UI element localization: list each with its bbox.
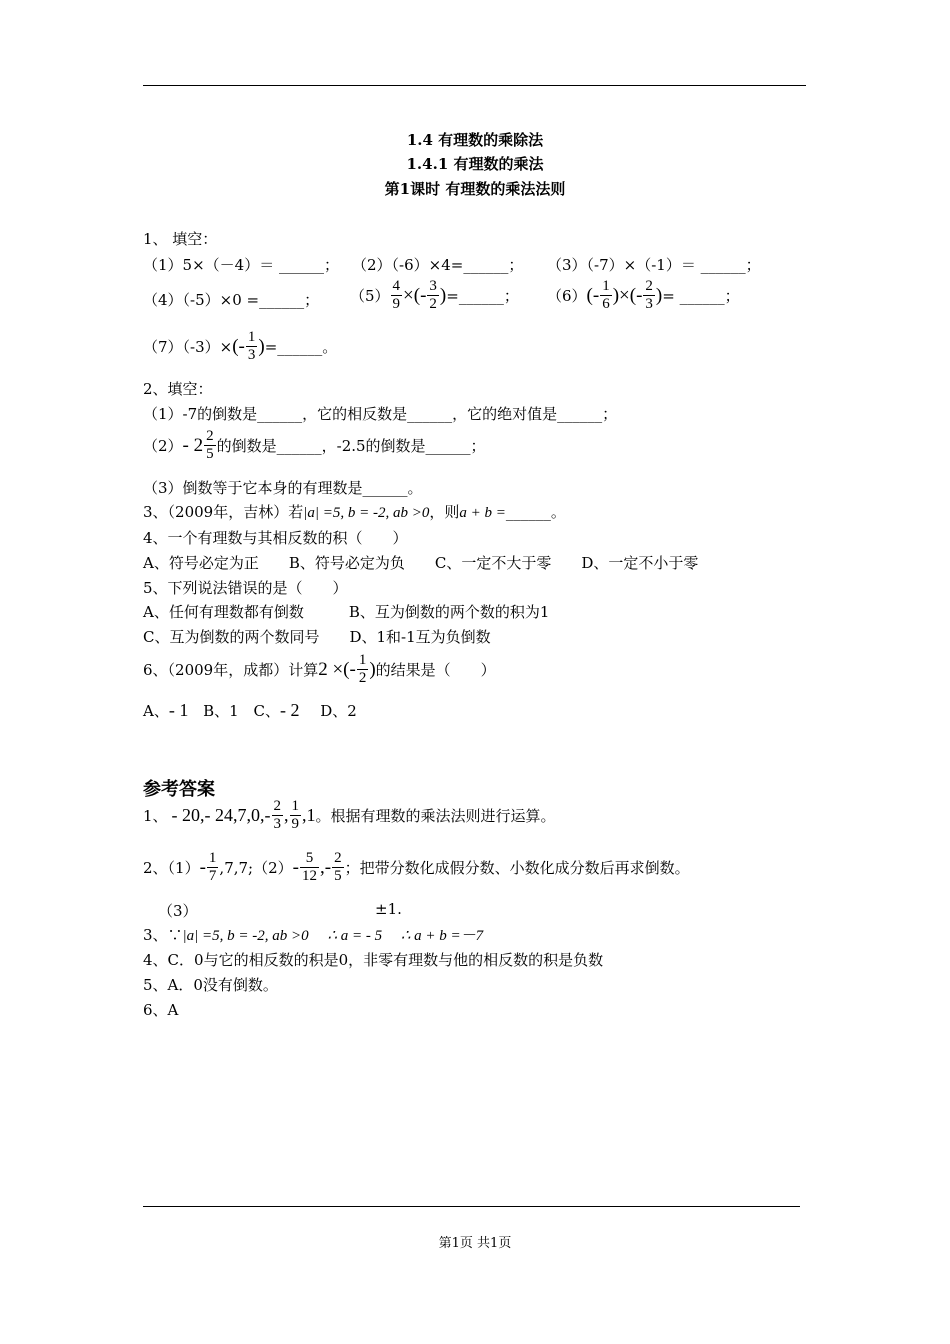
- q4-text: 4、一个有理数与其相反数的积（ ）: [143, 529, 408, 547]
- q1-part6: （6） (- $\frac{1}{6}$ )×(- $\frac{2}{3}$ ) = ______；: [547, 278, 740, 312]
- page-footer: 第1页 共1页: [438, 1236, 512, 1251]
- section-title: 1.4 有理数的乘除法: [406, 131, 544, 149]
- q6-option-b: B、1: [203, 702, 239, 720]
- q6-option-c-value: - 2: [279, 700, 300, 720]
- q2-line2-label: （2）: [143, 437, 183, 455]
- q3-expression: a + b =: [459, 505, 506, 521]
- q1-part5-blank: =______；: [446, 287, 519, 305]
- fraction-1-6: $\frac{1}{6}$: [602, 278, 610, 312]
- q1-part7: （7）（-3）× (- $\frac{1}{3}$ ) =______。: [143, 329, 338, 363]
- answer-3-label: 3、∵: [143, 926, 183, 944]
- header-rule: [143, 85, 806, 86]
- fraction-2-3-answer: $\frac{2}{3}$: [273, 798, 282, 832]
- fraction-1-9: $\frac{1}{9}$: [291, 798, 300, 832]
- answer-3-condition: |a| =5, b = -2, ab >0: [182, 928, 309, 944]
- fraction-5-12: $\frac{5}{12}$: [301, 850, 317, 884]
- q5-text: 5、下列说法错误的是（ ）: [143, 579, 348, 597]
- q6-text: 6、（2009年，成都）计算 2 ×(- $\frac{1}{2}$ ) 的结果是（ ）: [143, 652, 496, 686]
- q6-suffix: 的结果是（ ）: [375, 661, 496, 679]
- fraction-2-5-answer: $\frac{2}{5}$: [334, 850, 342, 884]
- answers-heading: 参考答案: [143, 779, 215, 800]
- q3-condition: |a| =5, b = -2, ab >0: [303, 505, 430, 521]
- q6-option-a-value: - 1: [168, 700, 189, 720]
- answer-5: 5、A．0没有倒数。: [143, 976, 278, 994]
- answer-2: 2、（1） - $\frac{1}{7}$ ,7,7;（2） - $\frac{5}{12}$ ,- $\frac{2}{5}$ ；把带分数化成假分数、小数化成分数后再求倒数。: [143, 850, 690, 884]
- q3-blank: ______。: [505, 503, 566, 521]
- q6-option-d: D、2: [320, 702, 357, 720]
- fraction-2-3: $\frac{2}{3}$: [645, 278, 653, 312]
- fraction-1-7: $\frac{1}{7}$: [208, 850, 217, 884]
- q5-options-ab: A、任何有理数都有倒数 B、互为倒数的两个数的积为1: [143, 603, 550, 621]
- q1-part7-label: （7）（-3）×: [143, 338, 233, 356]
- q1-part6-label: （6）: [547, 287, 587, 305]
- q1-part5: （5） $\frac{4}{9}$ ×(- $\frac{3}{2}$ ) =______；: [350, 278, 519, 312]
- q1-label: 1、 填空：: [143, 230, 218, 248]
- q2-label: 2、填空：: [143, 380, 213, 398]
- answer-2-part3: [158, 900, 402, 921]
- q5-options-cd: C、互为倒数的两个数同号 D、1和-1互为负倒数: [143, 628, 491, 646]
- answer-2-part3-label: （3）: [158, 902, 198, 920]
- q3-prefix: 3、（2009年，吉林）若: [143, 503, 304, 521]
- fraction-1-3: $\frac{1}{3}$: [247, 329, 256, 363]
- footer-rule: [143, 1206, 800, 1207]
- q2-line3: （3）倒数等于它本身的有理数是______。: [143, 479, 423, 497]
- subsection-title: 1.4.1 有理数的乘法: [406, 155, 544, 173]
- answer-3: [143, 924, 483, 945]
- answer-1: 1、 - 20,- 24,7,0,- $\frac{2}{3}$ , $\frac{1}{9}$ ,1 。根据有理数的乘法法则进行运算。: [143, 798, 556, 832]
- q1-part7-blank: =______。: [264, 338, 338, 356]
- q3-mid: ，则: [429, 503, 460, 521]
- q6-prefix: 6、（2009年，成都）计算: [143, 661, 319, 679]
- q6-options: [143, 700, 357, 721]
- fraction-4-9: $\frac{4}{9}$: [392, 278, 401, 312]
- answer-2-part3-value: ±1.: [375, 900, 402, 918]
- fraction-1-2: $\frac{1}{2}$: [358, 652, 367, 686]
- answer-1-values: - 20,- 24,7,0,-: [171, 805, 271, 825]
- q1-part5-label: （5）: [350, 287, 390, 305]
- q6-option-c: C、: [253, 702, 280, 720]
- answer-6: 6、A: [143, 1001, 179, 1019]
- answer-3-sum: ∴ a + b =－7: [400, 928, 484, 944]
- q2-line2-text: 的倒数是______，-2.5的倒数是______；: [216, 437, 486, 455]
- q4-options: A、符号必定为正 B、符号必定为负 C、一定不大于零 D、一定不小于零: [143, 554, 699, 572]
- q1-part4: （4）（-5）×0 =______；: [143, 291, 320, 309]
- q1-part2: （2）（-6）×4=______；: [352, 256, 524, 274]
- q1-part6-blank: = ______；: [662, 287, 740, 305]
- answer-4: 4、C．0与它的相反数的积是0，非零有理数与他的相反数的积是负数: [143, 951, 604, 969]
- answer-1-explanation: 。根据有理数的乘法法则进行运算。: [315, 807, 556, 825]
- fraction-2-5: $\frac{2}{5}$: [206, 428, 214, 462]
- answer-2-mid: ,7,7;（2）: [219, 859, 293, 877]
- answer-2-explanation: ；把带分数化成假分数、小数化成分数后再求倒数。: [344, 859, 690, 877]
- q2-line1: （1）-7的倒数是______，它的相反数是______，它的绝对值是______；: [143, 405, 618, 423]
- fraction-3-2: $\frac{3}{2}$: [429, 278, 437, 312]
- q2-line2: （2） - 2 $\frac{2}{5}$ 的倒数是______，-2.5的倒数是______；: [143, 428, 486, 462]
- q3: [143, 501, 566, 522]
- q6-option-a: A、: [143, 702, 169, 720]
- lesson-title: 第1课时 有理数的乘法法则: [384, 180, 566, 198]
- answer-1-label: 1、: [143, 807, 168, 825]
- q1-part3: （3）（-7）×（-1）＝ ______；: [547, 256, 761, 274]
- answer-3-a-value: ∴ a = - 5: [327, 928, 383, 944]
- answer-2-label: 2、（1）: [143, 859, 200, 877]
- q1-part1: （1）5×（－4）＝ ______；: [143, 256, 339, 274]
